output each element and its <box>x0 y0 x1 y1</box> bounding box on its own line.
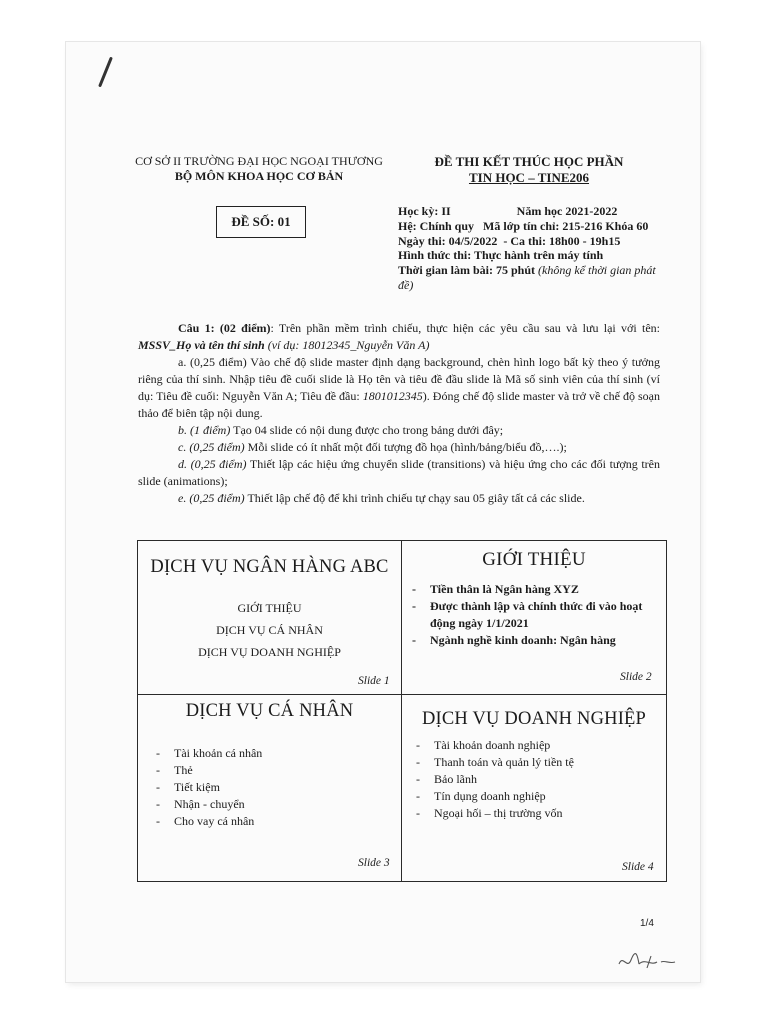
slide-3-title: DỊCH VỤ CÁ NHÂN <box>185 701 354 721</box>
item-a-text-end: ). Đóng chế độ slide master và trở về chế độ soạn thảo để biên tập nội dung. <box>138 389 661 420</box>
item-e-text: Thiết lập chế độ để khi trình chiếu tự chạy sau 05 giây tất cả các slide. <box>247 491 585 505</box>
slide-2-item: - Được thành lập và chính thức đi vào hoạt động ngày 1/1/2021 <box>412 598 658 632</box>
semester: Học kỳ: II <box>398 204 451 218</box>
slide-2-item: - Ngành nghề kinh doanh: Ngân hàng <box>412 632 658 649</box>
question-label: Câu 1: (02 điểm) <box>178 321 271 335</box>
item-b-text: Tạo 04 slide có nội dung được cho trong bảng dưới đây; <box>233 423 504 437</box>
slide-2-cell <box>402 541 666 694</box>
slide-4-item: - Ngoại hối – thị trường vốn <box>416 805 656 822</box>
duration-note: (không kể thời gian phát đề) <box>398 263 656 292</box>
slide-3-cell <box>138 695 401 881</box>
handwritten-signature <box>617 950 677 972</box>
item-a-text: Vào chế độ slide master định dạng background, chèn hình logo bất kỳ theo ý tưởng riêng của thí sinh. Nhập tiêu đề cuối slide là Họ tên và tiêu đề đầu slide là Mã số sinh viên của thí sinh (ví dụ: Tiêu đề cuối: Nguyễn Văn A; Tiêu đề đầu: <box>138 355 660 403</box>
slide-4-items <box>416 737 656 822</box>
slide-3-label: Slide 3 <box>358 857 390 869</box>
school-header <box>128 154 390 184</box>
item-d-text: Thiết lập các hiệu ứng chuyển slide (transitions) và hiệu ứng cho các đối tượng trên slide (animations); <box>138 457 660 488</box>
exam-code-box: ĐỀ SỐ: 01 <box>216 206 306 238</box>
item-b-label: b. (1 điểm) <box>178 423 231 437</box>
exam-session: - Ca thi: 18h00 - 19h15 <box>503 233 621 248</box>
question-intro: : Trên phần mềm trình chiếu, thực hiện các yêu cầu sau và lưu lại với tên: <box>270 321 660 335</box>
exam-date: Ngày thi: 04/5/2022 <box>398 233 498 248</box>
question-block <box>138 320 660 507</box>
item-e-label: e. (0,25 điểm) <box>178 491 245 505</box>
file-name-example: (ví dụ: 18012345_Nguyễn Văn A) <box>267 338 430 352</box>
exam-info <box>398 204 668 293</box>
exam-format: Hình thức thi: Thực hành trên máy tính <box>398 248 604 263</box>
exam-header <box>405 154 653 186</box>
page-number: 1/4 <box>640 918 654 929</box>
slide-1-label: Slide 1 <box>358 675 390 687</box>
slide-2-title: GIỚI THIỆU <box>482 549 586 570</box>
slide-3-item: - Tiết kiệm <box>156 779 386 796</box>
item-d-label: d. (0,25 điểm) <box>178 457 247 471</box>
class-code: Mã lớp tín chỉ: 215-216 Khóa 60 <box>483 218 649 233</box>
slide-4-item: - Tín dụng doanh nghiệp <box>416 788 656 805</box>
slide-4-item: - Tài khoản doanh nghiệp <box>416 737 656 754</box>
item-a-example: 1801012345 <box>362 389 423 403</box>
department-name: BỘ MÔN KHOA HỌC CƠ BẢN <box>174 169 344 183</box>
exam-duration: Thời gian làm bài: 75 phút <box>398 263 536 278</box>
slide-3-item: - Tài khoản cá nhân <box>156 745 386 762</box>
slide-4-item: - Thanh toán và quản lý tiền tệ <box>416 754 656 771</box>
slide-content-table <box>137 540 667 882</box>
slide-1-item: GIỚI THIỆU <box>237 601 302 615</box>
item-c-label: c. (0,25 điểm) <box>178 440 245 454</box>
slide-3-items <box>156 745 386 830</box>
slide-1-items <box>138 597 401 663</box>
school-year: Năm học 2021-2022 <box>516 204 618 218</box>
course-name: TIN HỌC – TINE206 <box>468 170 590 185</box>
slide-3-item: - Nhận - chuyển <box>156 796 386 813</box>
item-a-label: a. (0,25 điểm) <box>178 355 247 369</box>
slide-2-label: Slide 2 <box>620 671 652 683</box>
program-type: Hệ: Chính quy <box>398 218 475 233</box>
slide-1-item: DỊCH VỤ CÁ NHÂN <box>216 623 323 637</box>
slide-3-item: - Cho vay cá nhân <box>156 813 386 830</box>
slide-3-item: - Thẻ <box>156 762 386 779</box>
item-c-text: Mỗi slide có ít nhất một đối tượng đồ họa (hình/bảng/biểu đồ,….); <box>247 440 567 454</box>
slide-1-title: DỊCH VỤ NGÂN HÀNG ABC <box>150 557 389 577</box>
school-name: CƠ SỞ II TRƯỜNG ĐẠI HỌC NGOẠI THƯƠNG <box>135 154 383 168</box>
slide-4-cell <box>402 695 666 881</box>
slide-2-item: - Tiền thân là Ngân hàng XYZ <box>412 581 658 598</box>
slide-2-items <box>412 581 658 649</box>
slide-1-cell <box>138 541 401 694</box>
file-name-format: MSSV_Họ và tên thí sinh <box>138 338 265 352</box>
slide-1-item: DỊCH VỤ DOANH NGHIỆP <box>198 645 341 659</box>
slide-4-item: - Bảo lãnh <box>416 771 656 788</box>
exam-title: ĐỀ THI KẾT THÚC HỌC PHẦN <box>434 154 624 169</box>
slide-4-title: DỊCH VỤ DOANH NGHIỆP <box>421 709 647 729</box>
slide-4-label: Slide 4 <box>622 861 654 873</box>
